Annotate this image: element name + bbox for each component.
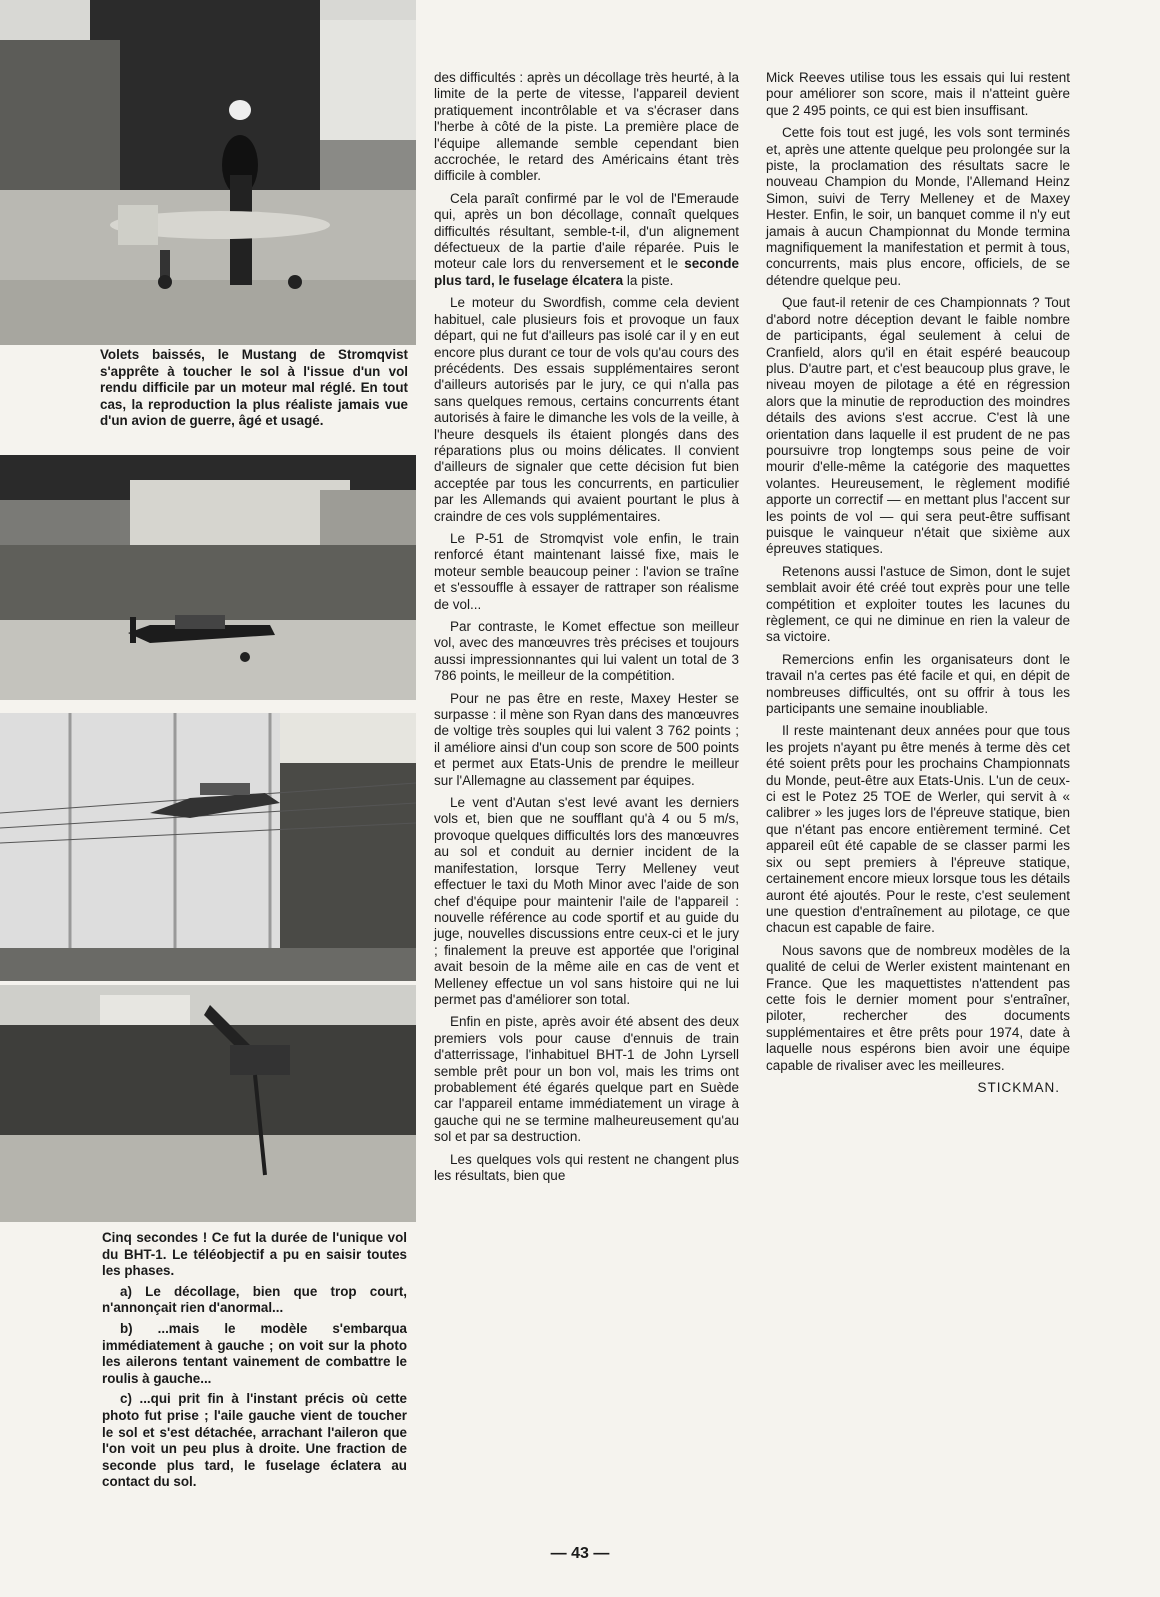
author-signature: STICKMAN. [977,1079,1060,1095]
paragraph: Retenons aussi l'astuce de Simon, dont le sujet semblait avoir été créé tout exprès pour une telle compétition et exploiter toutes les lacunes du règlement, ce qui ne diminue en rien la valeur de sa victoire. [766,563,1070,645]
photo-mustang [0,0,416,345]
article-column-3 [766,70,1070,1096]
paragraph: Il reste maintenant deux années pour que tous les projets n'ayant pu être menés à terme dès cet été soient prêts pour les prochains Championnats du Monde, peut-être aux Etats-Unis. L'un de ceux-ci est le Potez 25 TOE de Werler, qui servit à « calibrer » les juges lors de l'épreuve statique, bien que n'étant pas encore entièrement terminé. Cet appareil eût été capable de se classer parmi les six ou sept premiers à l'épreuve statique, certainement encore mieux lorsque tous les détails auront été ajoutés. Pour le reste, c'est seulement une question d'entraînement au pilotage, ce que chacun est capable de faire. [766,723,1070,936]
paragraph: Remercions enfin les organisateurs dont le travail n'a certes pas été facile et qui, en dépit de nombreuses difficultés, ont su offrir à tous les participants une semaine inoubliable. [766,651,1070,717]
paragraph: des difficultés : après un décollage très heurté, à la limite de la perte de vitesse, l'appareil devient pratiquement incontrôlable et va s'écraser dans l'herbe à côté de la piste. La première place de l'équipe allemande semble cependant bien accrochée, le retard des Américains étant très difficile à combler. [434,70,739,184]
paragraph: Par contraste, le Komet effectue son meilleur vol, avec des manœuvres très précises et toujours aussi impressionnantes qui lui valent un total de 3 786 points, le meilleur de la compétition. [434,619,739,684]
photo-bht1-crash [0,985,416,1222]
paragraph: Le P-51 de Stromqvist vole enfin, le train renforcé étant maintenant laissé fixe, mais le moteur semble beaucoup peiner : l'avion se traîne et s'essouffle à essayer de rattraper son réalisme de vol... [434,530,739,612]
caption-bht1-c: c) ...qui prit fin à l'instant précis où cette photo fut prise ; l'aile gauche vient de toucher le sol et s'est détachée, arrachant l'aileron que l'on voit un peu plus à droite. Une fraction de seconde plus tard, le fuselage éclatera au contact du sol. [102,1391,407,1490]
paragraph: Nous savons que de nombreux modèles de la qualité de celui de Werler existent maintenant en France. Que les maquettistes n'attendent pas cette fois le dernier moment pour s'entraîner, piloter, rechercher des documents supplémentaires et être prêts pour 1974, date à laquelle nous espérons bien avoir une équipe capable de rivaliser avec les meilleures. [766,942,1070,1073]
photo-se-anx [0,455,416,700]
paragraph: Pour ne pas être en reste, Maxey Hester se surpasse : il mène son Ryan dans des manœuvres de voltige très souples qui lui valent 3 762 points ; il améliore ainsi d'un coup son score de 500 points et permet aux Etats-Unis de prendre le meilleur sur l'Allemagne au classement par équipes. [434,690,739,788]
paragraph-bold-text: seconde plus tard, le fuselage élcatera [434,256,739,288]
photo-caption-mustang: Volets baissés, le Mustang de Stromqvist s'apprête à toucher le sol à l'issue d'un vol rendu difficile par un moteur mal réglé. En tout cas, la reproduction la plus réaliste jamais vue d'un avion de guerre, âgé et usagé. [100,347,408,429]
paragraph: Que faut-il retenir de ces Championnats ? Tout d'abord notre déception devant le faible nombre de participants, égal seulement à celui de Cranfield, alors qu'il en était espéré beaucoup plus. D'autre part, et c'est beaucoup plus grave, le niveau moyen de pilotage a été en régression alors que la minutie de reproduction des moindres détails des avions s'est accrue. C'est là une orientation dans laquelle il est prudent de ne pas poursuivre trop longtemps sous peine de voir mourir d'elle-même la catégorie des maquettes volantes. Heureusement, le règlement modifié apporte un correctif — en mettant plus l'accent sur les points de vol — qui sera peut-être suffisant puisque le vainqueur n'était que sixième aux épreuves statiques. [766,295,1070,557]
se-anx-photo-image [0,455,416,700]
plane-flight-photo-image [0,713,416,981]
bht1-crash-photo-image [0,985,416,1222]
page-number: — 43 — [550,1545,610,1562]
article-column-2 [434,70,739,1190]
paragraph: Le vent d'Autan s'est levé avant les derniers vols et, bien que ne soufflant qu'à 4 ou 5 m/s, provoque quelques difficultés lors des manœuvres au sol et conduit au dernier incident de la manifestation, lorsque Terry Melleney veut effectuer le taxi du Moth Minor avec l'aide de son chef d'équipe pour maintenir l'aile de l'appareil : nouvelle référence au code sportif et au guide du juge, nouvelles discussions entre ceux-ci et le jury ; finalement la preuve est apportée que l'original avait besoin de la même aile en cas de vent et Melleney effectue un vol sans histoire qui ne lui permet pas d'améliorer son total. [434,795,739,1007]
paragraph: Mick Reeves utilise tous les essais qui lui restent pour améliorer son score, mais il n'atteint guère que 2 495 points, ce qui est bien insuffisant. [766,70,1070,118]
caption-bht1-a: a) Le décollage, bien que trop court, n'annonçait rien d'anormal... [102,1283,407,1316]
caption-bht1-b: b) ...mais le modèle s'embarqua immédiatement à gauche ; on voit sur la photo les ailerons tentant vainement de combattre le roulis à gauche... [102,1320,407,1386]
paragraph-text: la piste. [623,272,674,288]
paragraph: Le moteur du Swordfish, comme cela devient habituel, cale plusieurs fois et provoque un faux départ, qui ne fut d'ailleurs pas isolé car il y en eut encore plus durant ce tour de vols qu'au cours des précédents. Des essais supplémentaires seront d'ailleurs autorisés par le jury, ce qui n'alla pas sans quelques remous, certains concurrents étant autorisés à faire le dimanche les vols de la veille, à l'heure desquels ils étaient plongés dans des réparations plus ou moins délicates. Il convient d'ailleurs de signaler que cette décision fut bien acceptée par tous les concurrents, en particulier par les Allemands qui avaient pourtant le plus à craindre de ces vols supplémentaires. [434,295,739,524]
caption-bht1-intro: Cinq secondes ! Ce fut la durée de l'unique vol du BHT-1. Le téléobjectif a pu en saisir toutes les phases. [102,1230,407,1279]
paragraph: Les quelques vols qui restent ne changent plus les résultats, bien que [434,1151,739,1183]
paragraph: Cette fois tout est jugé, les vols sont terminés et, après une attente quelque peu prolongée sur la piste, la proclamation des résultats sacre le nouveau Champion du Monde, l'Allemand Heinz Simon, suivi de Terry Melleney et de Maxey Hester. Enfin, le soir, un banquet comme il n'y eut jamais à aucun Championnat du Monde termina magnifiquement la manifestation et permit à tous, concurrents, mais plus encore, officiels, de se détendre quelque peu. [766,125,1070,288]
mustang-photo-image [0,0,416,345]
photo-plane-flight [0,713,416,981]
paragraph-text: Cela paraît confirmé par le vol de l'Emeraude qui, après un bon décollage, connaît quelques difficultés résultant, semble-t-il, d'un alignement défectueux de la partie d'aile réparée. Puis le moteur cale lors du renversement et le [434,190,739,272]
paragraph [434,191,739,289]
paragraph: Enfin en piste, après avoir été absent des deux premiers vols pour cause d'ennuis de train d'atterrissage, l'inhabituel BHT-1 de John Lyrsell semble prêt pour un bon vol, mais les trims ont probablement été égarés quelque part en Suède car l'appareil entame immédiatement un virage à gauche qui ne se termine malheureusement qu'au sol et par sa destruction. [434,1014,739,1145]
photo-caption-bht1 [102,1230,407,1495]
